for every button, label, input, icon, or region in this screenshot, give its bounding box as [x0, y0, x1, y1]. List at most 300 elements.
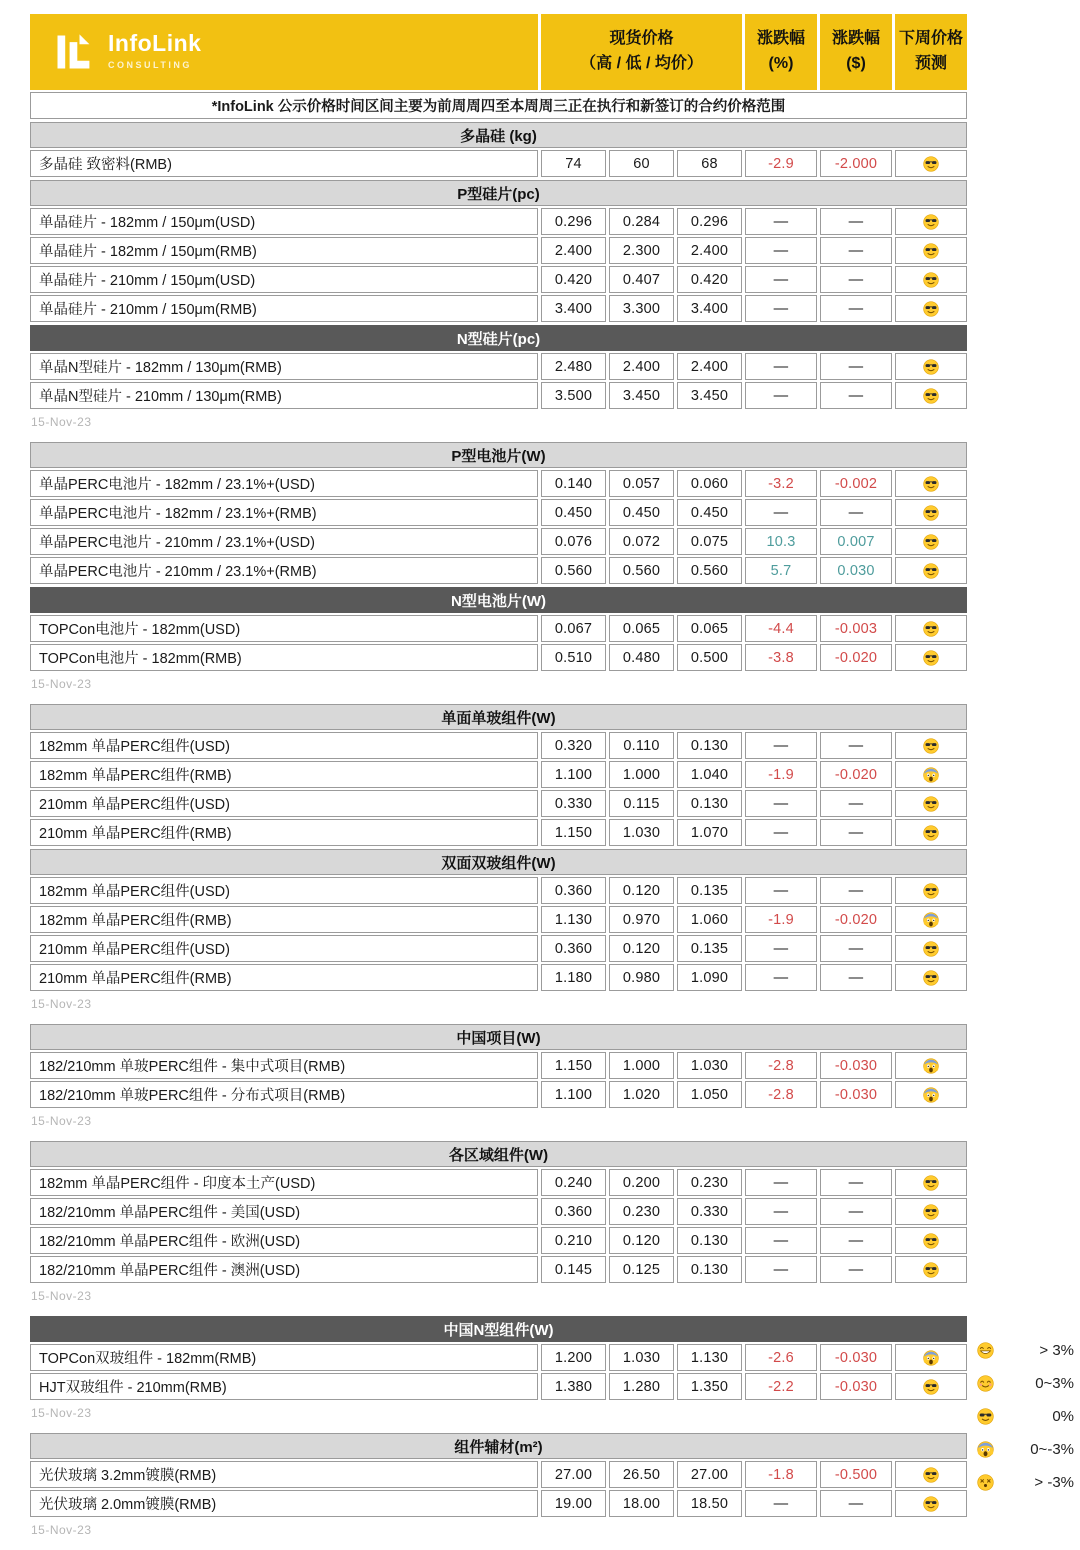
- forecast-flat-emoji-icon: [923, 1262, 939, 1278]
- price-row: [30, 150, 967, 177]
- change-dollar: —: [820, 499, 892, 526]
- forecast-cell: [895, 150, 967, 177]
- product-name: 182mm 单晶PERC组件(RMB): [30, 761, 538, 788]
- price-row: [30, 935, 967, 962]
- product-name: 210mm 单晶PERC组件(USD): [30, 790, 538, 817]
- forecast-scream-emoji-icon: [923, 912, 939, 928]
- price-high: 0.360: [541, 877, 606, 904]
- change-percent: -2.9: [745, 150, 817, 177]
- forecast-cell: [895, 644, 967, 671]
- change-percent: —: [745, 964, 817, 991]
- change-percent: —: [745, 790, 817, 817]
- price-row: [30, 1373, 967, 1400]
- change-dollar: —: [820, 353, 892, 380]
- price-high: 0.560: [541, 557, 606, 584]
- price-row: [30, 1227, 967, 1254]
- product-name: HJT双玻组件 - 210mm(RMB): [30, 1373, 538, 1400]
- forecast-legend: [977, 1334, 1074, 1499]
- product-name: 光伏玻璃 3.2mm镀膜(RMB): [30, 1461, 538, 1488]
- forecast-cell: [895, 761, 967, 788]
- price-high: 0.067: [541, 615, 606, 642]
- price-low: 0.980: [609, 964, 674, 991]
- legend-item: [977, 1433, 1074, 1466]
- change-dollar: -0.003: [820, 615, 892, 642]
- price-high: 2.400: [541, 237, 606, 264]
- product-name: 光伏玻璃 2.0mm镀膜(RMB): [30, 1490, 538, 1517]
- change-percent: -3.8: [745, 644, 817, 671]
- change-percent: —: [745, 732, 817, 759]
- forecast-cell: [895, 208, 967, 235]
- price-low: 2.300: [609, 237, 674, 264]
- price-block: [30, 1024, 967, 1108]
- price-low: 2.400: [609, 353, 674, 380]
- change-percent: -4.4: [745, 615, 817, 642]
- price-low: 1.280: [609, 1373, 674, 1400]
- product-name: 182/210mm 单晶PERC组件 - 欧洲(USD): [30, 1227, 538, 1254]
- forecast-cell: [895, 877, 967, 904]
- price-high: 1.100: [541, 1081, 606, 1108]
- price-low: 0.065: [609, 615, 674, 642]
- product-name: 182/210mm 单玻PERC组件 - 集中式项目(RMB): [30, 1052, 538, 1079]
- product-name: 210mm 单晶PERC组件(USD): [30, 935, 538, 962]
- date-stamp: 15-Nov-23: [31, 1523, 92, 1537]
- price-row: [30, 644, 967, 671]
- price-high: 1.380: [541, 1373, 606, 1400]
- price-high: 1.180: [541, 964, 606, 991]
- price-row: [30, 208, 967, 235]
- product-name: 单晶PERC电池片 - 182mm / 23.1%+(USD): [30, 470, 538, 497]
- change-dollar: —: [820, 877, 892, 904]
- price-low: 3.300: [609, 295, 674, 322]
- price-avg: 0.075: [677, 528, 742, 555]
- product-name: 210mm 单晶PERC组件(RMB): [30, 819, 538, 846]
- column-header-spot-price: [541, 14, 742, 90]
- price-avg: 0.500: [677, 644, 742, 671]
- price-low: 1.000: [609, 1052, 674, 1079]
- price-avg: 1.350: [677, 1373, 742, 1400]
- forecast-cell: [895, 1198, 967, 1225]
- price-block: [30, 442, 967, 671]
- price-low: 0.120: [609, 877, 674, 904]
- price-high: 3.400: [541, 295, 606, 322]
- price-high: 3.500: [541, 382, 606, 409]
- price-avg: 0.130: [677, 790, 742, 817]
- product-name: 单晶N型硅片 - 210mm / 130μm(RMB): [30, 382, 538, 409]
- product-name: 182/210mm 单玻PERC组件 - 分布式项目(RMB): [30, 1081, 538, 1108]
- price-low: 0.230: [609, 1198, 674, 1225]
- product-name: 182mm 单晶PERC组件(USD): [30, 732, 538, 759]
- forecast-flat-emoji-icon: [923, 388, 939, 404]
- price-high: 0.450: [541, 499, 606, 526]
- product-name: 单晶硅片 - 210mm / 150μm(RMB): [30, 295, 538, 322]
- change-percent: -2.8: [745, 1052, 817, 1079]
- change-percent: —: [745, 1169, 817, 1196]
- price-low: 0.560: [609, 557, 674, 584]
- price-low: 0.284: [609, 208, 674, 235]
- change-pct-title: 涨跌幅: [756, 30, 805, 48]
- price-high: 0.296: [541, 208, 606, 235]
- price-avg: 0.560: [677, 557, 742, 584]
- legend-item: [977, 1334, 1074, 1367]
- price-low: 1.000: [609, 761, 674, 788]
- legend-label: > 3%: [1039, 1342, 1074, 1359]
- spot-price-subtitle: （高 / 低 / 均价）: [580, 55, 703, 72]
- product-name: 单晶硅片 - 210mm / 150μm(USD): [30, 266, 538, 293]
- forecast-cell: [895, 1461, 967, 1488]
- price-avg: 1.130: [677, 1344, 742, 1371]
- change-dollar: —: [820, 732, 892, 759]
- product-name: 单晶PERC电池片 - 210mm / 23.1%+(USD): [30, 528, 538, 555]
- forecast-flat-emoji-icon: [923, 1175, 939, 1191]
- price-row: [30, 1256, 967, 1283]
- price-row: [30, 528, 967, 555]
- price-row: [30, 557, 967, 584]
- price-high: 0.360: [541, 935, 606, 962]
- forecast-cell: [895, 1227, 967, 1254]
- forecast-scream-emoji-icon: [923, 1087, 939, 1103]
- change-percent: —: [745, 877, 817, 904]
- change-percent: —: [745, 208, 817, 235]
- price-low: 0.057: [609, 470, 674, 497]
- price-low: 1.030: [609, 819, 674, 846]
- price-low: 1.020: [609, 1081, 674, 1108]
- change-percent: —: [745, 295, 817, 322]
- change-dollar: -0.030: [820, 1052, 892, 1079]
- change-percent: —: [745, 1198, 817, 1225]
- price-row: [30, 382, 967, 409]
- price-high: 19.00: [541, 1490, 606, 1517]
- price-avg: 1.030: [677, 1052, 742, 1079]
- price-avg: 2.400: [677, 353, 742, 380]
- change-dollar: —: [820, 964, 892, 991]
- change-dollar: -0.020: [820, 644, 892, 671]
- price-high: 1.200: [541, 1344, 606, 1371]
- product-name: 182/210mm 单晶PERC组件 - 澳洲(USD): [30, 1256, 538, 1283]
- change-percent: —: [745, 266, 817, 293]
- price-high: 0.240: [541, 1169, 606, 1196]
- price-row: [30, 266, 967, 293]
- forecast-cell: [895, 382, 967, 409]
- forecast-cell: [895, 237, 967, 264]
- change-dollar: -0.020: [820, 761, 892, 788]
- price-high: 1.150: [541, 1052, 606, 1079]
- section-header: P型硅片(pc): [30, 180, 967, 206]
- product-name: 单晶PERC电池片 - 210mm / 23.1%+(RMB): [30, 557, 538, 584]
- forecast-cell: [895, 1373, 967, 1400]
- forecast-cell: [895, 1490, 967, 1517]
- price-blocks: [30, 122, 967, 1537]
- section-header: 多晶硅 (kg): [30, 122, 967, 148]
- forecast-flat-emoji-icon: [923, 563, 939, 579]
- change-dollar: -0.020: [820, 906, 892, 933]
- price-table: [30, 14, 967, 1550]
- price-low: 0.450: [609, 499, 674, 526]
- forecast-flat-emoji-icon: [923, 1496, 939, 1512]
- forecast-flat-emoji-icon: [923, 883, 939, 899]
- product-name: 单晶N型硅片 - 182mm / 130μm(RMB): [30, 353, 538, 380]
- section-header: 组件辅材(m²): [30, 1433, 967, 1459]
- price-avg: 68: [677, 150, 742, 177]
- price-high: 0.076: [541, 528, 606, 555]
- infolink-logo-icon: [52, 30, 96, 74]
- spot-price-title: 现货价格: [609, 30, 674, 48]
- forecast-flat-emoji-icon: [923, 1379, 939, 1395]
- price-high: 0.330: [541, 790, 606, 817]
- price-low: 26.50: [609, 1461, 674, 1488]
- forecast-grin-emoji-icon: [977, 1342, 994, 1359]
- forecast-flat-emoji-icon: [923, 359, 939, 375]
- change-percent: —: [745, 499, 817, 526]
- price-row: [30, 470, 967, 497]
- price-avg: 0.130: [677, 732, 742, 759]
- legend-label: 0~3%: [1035, 1375, 1074, 1392]
- price-low: 0.120: [609, 935, 674, 962]
- legend-item: [977, 1466, 1074, 1499]
- date-stamp: 15-Nov-23: [31, 1406, 92, 1420]
- forecast-cell: [895, 1052, 967, 1079]
- forecast-flat-emoji-icon: [923, 970, 939, 986]
- price-row: [30, 1081, 967, 1108]
- price-row: [30, 732, 967, 759]
- date-stamp: 15-Nov-23: [31, 677, 92, 691]
- change-dollar: —: [820, 295, 892, 322]
- product-name: 182mm 单晶PERC组件(RMB): [30, 906, 538, 933]
- date-stamp: 15-Nov-23: [31, 997, 92, 1011]
- legend-label: 0%: [1052, 1408, 1074, 1425]
- change-percent: -1.9: [745, 906, 817, 933]
- brand-name: InfoLink: [108, 30, 202, 57]
- price-high: 0.145: [541, 1256, 606, 1283]
- price-low: 60: [609, 150, 674, 177]
- price-low: 0.407: [609, 266, 674, 293]
- product-name: 182mm 单晶PERC组件(USD): [30, 877, 538, 904]
- price-avg: 1.070: [677, 819, 742, 846]
- table-header: [30, 14, 967, 90]
- forecast-flat-emoji-icon: [923, 476, 939, 492]
- date-stamp: 15-Nov-23: [31, 1114, 92, 1128]
- change-percent: -3.2: [745, 470, 817, 497]
- price-high: 0.360: [541, 1198, 606, 1225]
- forecast-flat-emoji-icon: [923, 621, 939, 637]
- forecast-flat-emoji-icon: [923, 301, 939, 317]
- change-percent: 10.3: [745, 528, 817, 555]
- price-row: [30, 1461, 967, 1488]
- price-high: 0.510: [541, 644, 606, 671]
- price-high: 27.00: [541, 1461, 606, 1488]
- date-stamp: 15-Nov-23: [31, 415, 92, 429]
- price-period-note: *InfoLink 公示价格时间区间主要为前周周四至本周周三正在执行和新签订的合约价格范围: [30, 92, 967, 119]
- forecast-flat-emoji-icon: [923, 1467, 939, 1483]
- column-header-forecast: [895, 14, 967, 90]
- price-high: 74: [541, 150, 606, 177]
- price-row: [30, 499, 967, 526]
- change-dollar: —: [820, 1198, 892, 1225]
- product-name: 182mm 单晶PERC组件 - 印度本土产(USD): [30, 1169, 538, 1196]
- price-high: 1.130: [541, 906, 606, 933]
- forecast-cell: [895, 615, 967, 642]
- price-high: 1.150: [541, 819, 606, 846]
- price-row: [30, 964, 967, 991]
- forecast-flat-emoji-icon: [923, 243, 939, 259]
- forecast-scream-emoji-icon: [923, 1058, 939, 1074]
- forecast-flat-emoji-icon: [977, 1408, 994, 1425]
- infolink-logo: [30, 14, 538, 90]
- price-high: 1.100: [541, 761, 606, 788]
- change-dollar: 0.007: [820, 528, 892, 555]
- price-low: 0.115: [609, 790, 674, 817]
- change-percent: -1.9: [745, 761, 817, 788]
- price-block: [30, 122, 967, 409]
- price-high: 0.320: [541, 732, 606, 759]
- change-percent: —: [745, 1227, 817, 1254]
- price-low: 3.450: [609, 382, 674, 409]
- forecast-cell: [895, 1081, 967, 1108]
- price-row: [30, 1052, 967, 1079]
- forecast-cell: [895, 1344, 967, 1371]
- product-name: 单晶PERC电池片 - 182mm / 23.1%+(RMB): [30, 499, 538, 526]
- change-dollar: -0.002: [820, 470, 892, 497]
- change-percent: —: [745, 935, 817, 962]
- change-dollar: —: [820, 1169, 892, 1196]
- price-low: 0.480: [609, 644, 674, 671]
- change-percent: -2.8: [745, 1081, 817, 1108]
- price-avg: 1.050: [677, 1081, 742, 1108]
- price-avg: 18.50: [677, 1490, 742, 1517]
- price-low: 1.030: [609, 1344, 674, 1371]
- price-block: [30, 704, 967, 991]
- change-percent: -2.2: [745, 1373, 817, 1400]
- price-avg: 2.400: [677, 237, 742, 264]
- change-usd-subtitle: ($): [846, 55, 866, 72]
- forecast-flat-emoji-icon: [923, 505, 939, 521]
- forecast-cell: [895, 906, 967, 933]
- product-name: 210mm 单晶PERC组件(RMB): [30, 964, 538, 991]
- change-dollar: —: [820, 1490, 892, 1517]
- legend-item: [977, 1367, 1074, 1400]
- forecast-flat-emoji-icon: [923, 796, 939, 812]
- price-row: [30, 615, 967, 642]
- change-dollar: -0.500: [820, 1461, 892, 1488]
- forecast-flat-emoji-icon: [923, 214, 939, 230]
- change-percent: -2.6: [745, 1344, 817, 1371]
- change-dollar: —: [820, 266, 892, 293]
- price-block: [30, 1433, 967, 1517]
- change-usd-title: 涨跌幅: [831, 30, 880, 48]
- change-dollar: -0.030: [820, 1344, 892, 1371]
- product-name: 多晶硅 致密料(RMB): [30, 150, 538, 177]
- forecast-cell: [895, 732, 967, 759]
- forecast-flat-emoji-icon: [923, 156, 939, 172]
- change-dollar: —: [820, 935, 892, 962]
- brand-subtitle: CONSULTING: [108, 59, 192, 70]
- change-dollar: -2.000: [820, 150, 892, 177]
- forecast-dizzy-emoji-icon: [977, 1474, 994, 1491]
- product-name: 单晶硅片 - 182mm / 150μm(USD): [30, 208, 538, 235]
- price-avg: 0.330: [677, 1198, 742, 1225]
- forecast-cell: [895, 1256, 967, 1283]
- product-name: TOPCon电池片 - 182mm(RMB): [30, 644, 538, 671]
- change-dollar: —: [820, 382, 892, 409]
- date-stamp: 15-Nov-23: [31, 1289, 92, 1303]
- price-avg: 0.065: [677, 615, 742, 642]
- price-avg: 0.420: [677, 266, 742, 293]
- section-header: 中国项目(W): [30, 1024, 967, 1050]
- price-row: [30, 906, 967, 933]
- forecast-scream-emoji-icon: [923, 1350, 939, 1366]
- price-high: 0.210: [541, 1227, 606, 1254]
- section-header: N型电池片(W): [30, 587, 967, 613]
- change-dollar: —: [820, 237, 892, 264]
- forecast-cell: [895, 499, 967, 526]
- price-avg: 27.00: [677, 1461, 742, 1488]
- change-dollar: 0.030: [820, 557, 892, 584]
- change-dollar: —: [820, 790, 892, 817]
- change-dollar: —: [820, 208, 892, 235]
- section-header: 各区域组件(W): [30, 1141, 967, 1167]
- forecast-flat-emoji-icon: [923, 1204, 939, 1220]
- forecast-cell: [895, 295, 967, 322]
- price-avg: 1.060: [677, 906, 742, 933]
- price-avg: 3.400: [677, 295, 742, 322]
- forecast-title: 下周价格: [898, 30, 963, 48]
- change-percent: —: [745, 1256, 817, 1283]
- change-percent: —: [745, 819, 817, 846]
- forecast-cell: [895, 790, 967, 817]
- price-avg: 0.060: [677, 470, 742, 497]
- price-avg: 0.135: [677, 877, 742, 904]
- price-row: [30, 790, 967, 817]
- price-high: 0.140: [541, 470, 606, 497]
- price-low: 0.072: [609, 528, 674, 555]
- price-row: [30, 877, 967, 904]
- forecast-flat-emoji-icon: [923, 1233, 939, 1249]
- price-avg: 0.130: [677, 1256, 742, 1283]
- price-low: 18.00: [609, 1490, 674, 1517]
- price-row: [30, 1344, 967, 1371]
- price-avg: 0.230: [677, 1169, 742, 1196]
- price-row: [30, 1490, 967, 1517]
- change-percent: —: [745, 1490, 817, 1517]
- section-header: 双面双玻组件(W): [30, 849, 967, 875]
- product-name: TOPCon电池片 - 182mm(USD): [30, 615, 538, 642]
- section-header: N型硅片(pc): [30, 325, 967, 351]
- price-row: [30, 819, 967, 846]
- forecast-cell: [895, 557, 967, 584]
- legend-label: 0~-3%: [1030, 1441, 1074, 1458]
- price-row: [30, 353, 967, 380]
- forecast-cell: [895, 266, 967, 293]
- change-percent: —: [745, 237, 817, 264]
- change-dollar: -0.030: [820, 1081, 892, 1108]
- price-row: [30, 1169, 967, 1196]
- price-low: 0.125: [609, 1256, 674, 1283]
- forecast-cell: [895, 935, 967, 962]
- product-name: 单晶硅片 - 182mm / 150μm(RMB): [30, 237, 538, 264]
- forecast-scream-emoji-icon: [923, 767, 939, 783]
- forecast-flat-emoji-icon: [923, 650, 939, 666]
- product-name: TOPCon双玻组件 - 182mm(RMB): [30, 1344, 538, 1371]
- forecast-cell: [895, 1169, 967, 1196]
- legend-label: > -3%: [1034, 1474, 1074, 1491]
- forecast-flat-emoji-icon: [923, 272, 939, 288]
- forecast-cell: [895, 964, 967, 991]
- price-avg: 3.450: [677, 382, 742, 409]
- column-header-change-usd: [820, 14, 892, 90]
- price-avg: 0.135: [677, 935, 742, 962]
- price-block: [30, 1141, 967, 1283]
- infolink-logo-text: [108, 31, 201, 72]
- change-percent: —: [745, 382, 817, 409]
